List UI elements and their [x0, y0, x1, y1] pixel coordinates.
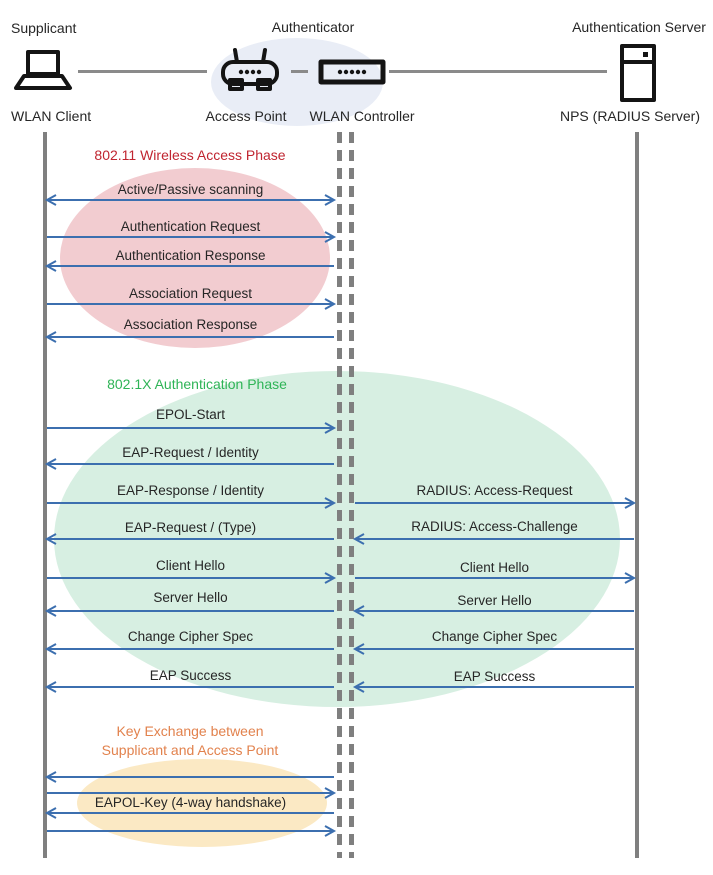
message-label: EAP Success	[453, 669, 536, 684]
lifeline-radius-server	[635, 132, 639, 858]
message-label: EAP-Request / Identity	[122, 445, 259, 460]
message-label: Client Hello	[459, 560, 530, 575]
role-label-nps-radius-server: NPS (RADIUS Server)	[559, 108, 701, 124]
role-label-supplicant: Supplicant	[11, 20, 77, 36]
lifeline-wlan-controller-dashed-2	[349, 132, 354, 858]
message-label: EPOL-Start	[155, 407, 226, 422]
message-label: Association Response	[123, 317, 258, 332]
message-label: EAP-Response / Identity	[116, 483, 265, 498]
phase-title-key-exchange: Key Exchange between Supplicant and Access Point	[101, 723, 279, 758]
message-label: Association Request	[128, 286, 253, 301]
message-label: Authentication Response	[115, 248, 266, 263]
role-label-wlan-client: WLAN Client	[11, 108, 92, 124]
connector-line	[291, 70, 308, 73]
message-label: RADIUS: Access-Request	[416, 483, 573, 498]
role-label-authenticator: Authenticator	[271, 19, 355, 35]
server-icon	[619, 44, 657, 102]
message-label: Change Cipher Spec	[127, 629, 254, 644]
role-label-authentication-server: Authentication Server	[572, 19, 706, 35]
phase-title-8021x-authentication: 802.1X Authentication Phase	[107, 376, 287, 392]
message-label: EAP-Request / (Type)	[124, 520, 257, 535]
message-label: Authentication Request	[120, 219, 261, 234]
lifeline-wlan-controller-dashed-1	[337, 132, 342, 858]
message-label: Active/Passive scanning	[117, 182, 264, 197]
message-label: EAPOL-Key (4-way handshake)	[94, 795, 287, 810]
wlan-controller-icon	[318, 59, 386, 85]
message-label: EAP Success	[149, 668, 232, 683]
laptop-icon	[12, 50, 74, 92]
message-label: Server Hello	[153, 590, 228, 605]
message-label: Change Cipher Spec	[431, 629, 558, 644]
message-label: Server Hello	[457, 593, 532, 608]
phase-title-80211-wireless-access: 802.11 Wireless Access Phase	[94, 147, 286, 163]
access-point-icon	[217, 46, 283, 94]
message-label: Client Hello	[155, 558, 226, 573]
message-label: RADIUS: Access-Challenge	[411, 519, 578, 534]
role-label-access-point: Access Point	[205, 108, 287, 124]
connector-line	[389, 70, 607, 73]
connector-line	[78, 70, 207, 73]
role-label-wlan-controller: WLAN Controller	[309, 108, 415, 124]
